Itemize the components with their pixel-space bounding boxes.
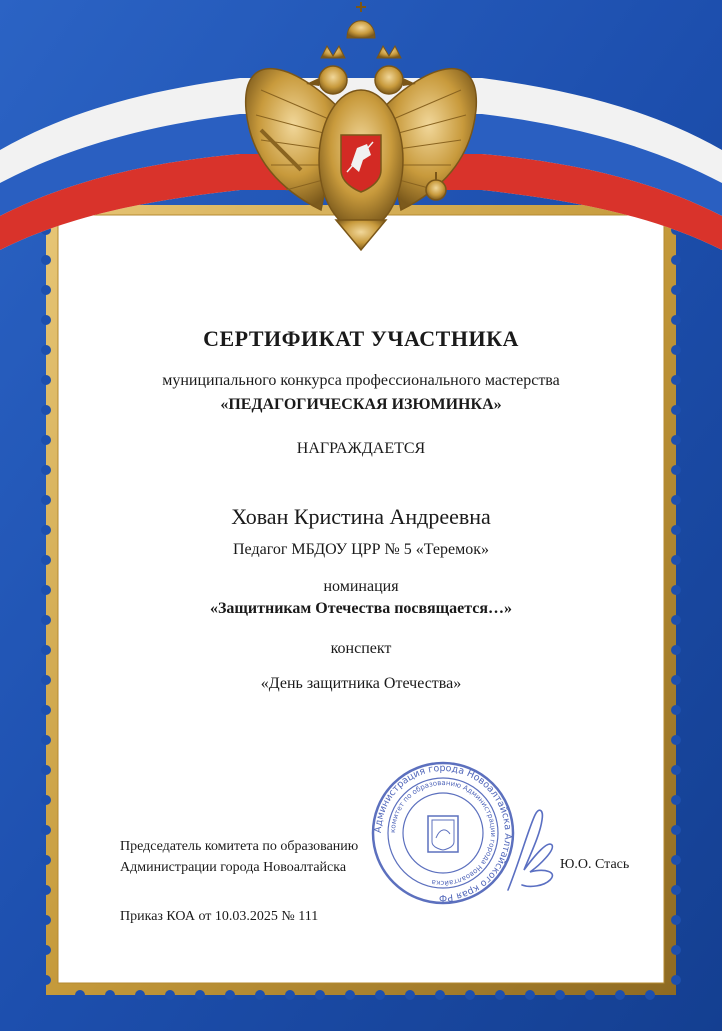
certificate-title: СЕРТИФИКАТ УЧАСТНИКА — [203, 326, 519, 351]
signer-title-line2: Администрации города Новоалтайска — [120, 860, 347, 875]
contest-description: муниципального конкурса профессионального мастерства — [162, 372, 560, 389]
recipient-name: Хован Кристина Андреевна — [231, 504, 491, 529]
seal-inner-text: комитет по образованию Администрации города Новоалтайска — [388, 778, 498, 888]
nomination-label: номинация — [323, 578, 399, 595]
nomination-value: «Защитникам Отечества посвящается…» — [209, 600, 513, 617]
recipient-position: Педагог МБДОУ ЦРР № 5 «Теремок» — [233, 541, 489, 558]
official-stamp-icon — [368, 758, 518, 908]
handwritten-signature-icon — [500, 800, 570, 900]
seal-outer-text: Администрация города Новоалтайска Алтайского края РФ — [372, 762, 514, 904]
order-reference: Приказ КОА от 10.03.2025 № 111 — [120, 909, 319, 924]
work-title: «День защитника Отечества» — [260, 675, 462, 692]
work-type-label: конспект — [330, 640, 392, 657]
awarded-label: НАГРАЖДАЕТСЯ — [296, 440, 426, 457]
signer-name: Ю.О. Стась — [560, 857, 630, 872]
svg-text:комитет по образованию Админис — [389, 779, 497, 887]
contest-name: «ПЕДАГОГИЧЕСКАЯ ИЗЮМИНКА» — [220, 396, 502, 413]
signer-title — [120, 836, 358, 878]
signer-title-line1: Председатель комитета по образованию — [120, 839, 359, 854]
